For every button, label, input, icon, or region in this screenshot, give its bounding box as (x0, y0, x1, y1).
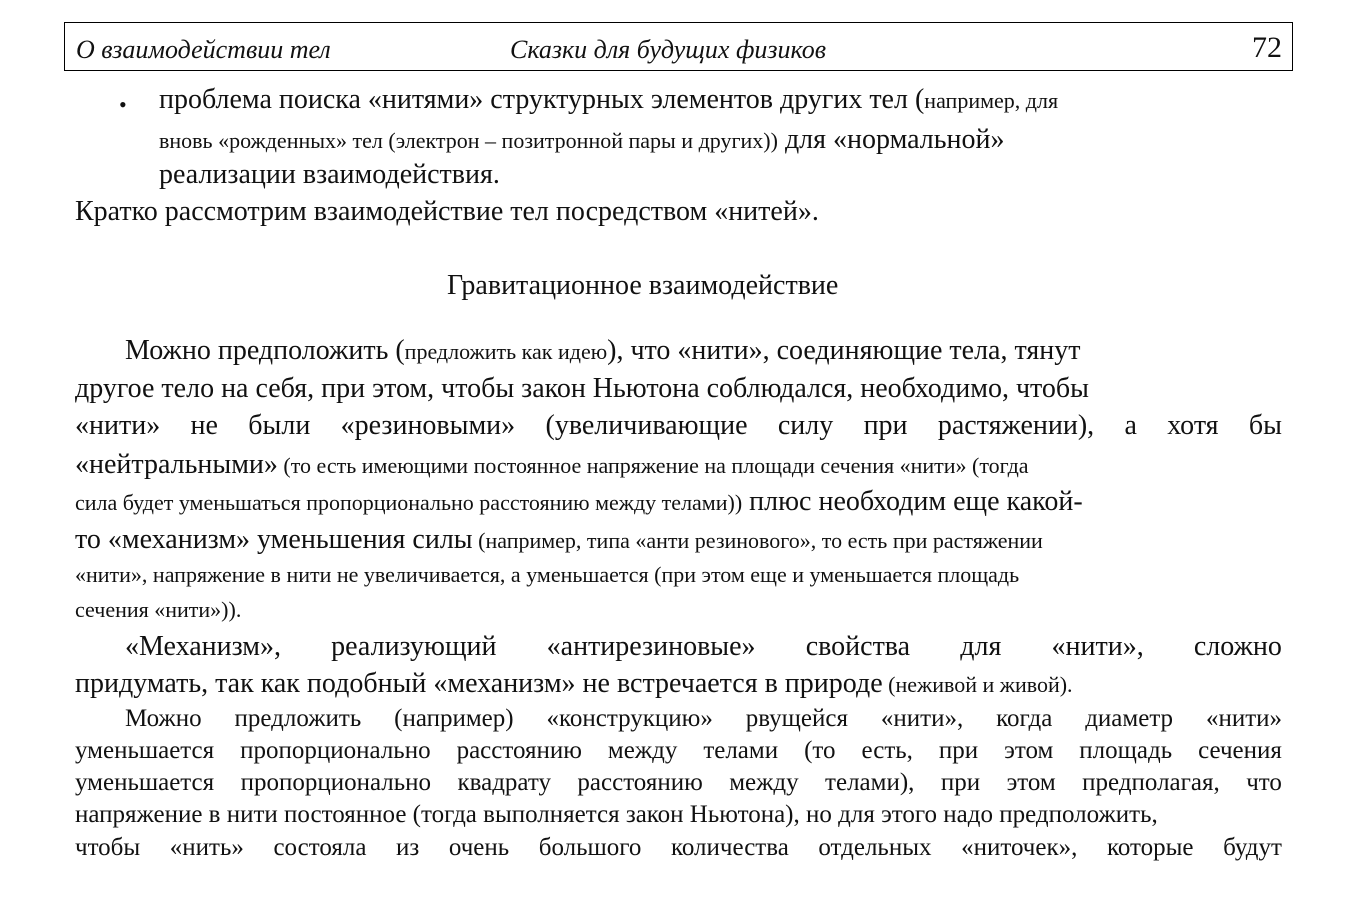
para1-line-5: сила будет уменьшаться пропорционально расстоянию между телами)) плюс необходим еще какой- (75, 486, 1083, 517)
para3-line-1-word: Можно (125, 705, 202, 732)
para2-line-2: придумать, так как подобный «механизм» не встречается в природе (неживой и живой). (75, 668, 1073, 699)
para3-line-1-word: диаметр (1085, 705, 1174, 732)
para1-line-3-word: «резиновыми» (340, 410, 516, 441)
para3-line-3-word: уменьшается (75, 769, 215, 796)
para3-line-3-word: что (1246, 769, 1282, 796)
bullet-item-line-1: проблема поиска «нитями» структурных элементов других тел (например, для (159, 84, 1059, 115)
para1-line-8: сечения «нити»)). (75, 597, 242, 622)
para2-line-1-word: реализующий (331, 631, 497, 662)
para3-line-3-word: квадрату (457, 769, 551, 796)
para1-line-1: Можно предположить (предложить как идею), что «нити», соединяющие тела, тянут (125, 335, 1081, 366)
para3-line-2 (75, 737, 1282, 765)
para3-line-2-word: телами (703, 737, 779, 764)
para1-line-3-word: бы (1248, 410, 1282, 441)
para2-line-1-word: «нити», (1051, 631, 1144, 662)
para1-line-3-word: силу (777, 410, 834, 441)
para3-line-3-word: этом (1006, 769, 1056, 796)
bullet-item-line-3: реализации взаимодействия. (159, 159, 500, 190)
para3-line-5-word: чтобы (75, 834, 141, 861)
para3-line-2-word: (то (804, 737, 836, 764)
para3-line-1-word: «конструкцию» (546, 705, 713, 732)
para1-line-3-word: (увеличивающие (545, 410, 748, 441)
para1-line-3-word: хотя (1167, 410, 1219, 441)
para3-line-5-word: состояла (273, 834, 367, 861)
para3-line-5-word: которые (1106, 834, 1194, 861)
para3-line-5-word: из (396, 834, 420, 861)
para1-line-3-word: а (1124, 410, 1137, 441)
para3-line-3-word: между (729, 769, 799, 796)
para3-line-3-word: расстоянию (577, 769, 703, 796)
para3-line-3 (75, 769, 1282, 797)
para3-line-2-word: уменьшается (75, 737, 215, 764)
page-number: 72 (1252, 31, 1282, 64)
para1-line-6: то «механизм» уменьшения силы (например, типа «анти резинового», то есть при растяжении (75, 524, 1043, 555)
para1-line-3-word: не (190, 410, 218, 441)
para3-line-3-word: телами), (825, 769, 915, 796)
para1-line-3 (75, 410, 1282, 442)
para3-line-4: напряжение в нити постоянное (тогда выполняется закон Ньютона), но для этого надо предположить, (75, 801, 1158, 828)
para3-line-5-word: отдельных (818, 834, 932, 861)
para3-line-1-word: предложить (234, 705, 362, 732)
para3-line-1-word: «нити», (880, 705, 964, 732)
para3-line-2-word: сечения (1198, 737, 1282, 764)
para3-line-1 (125, 705, 1282, 733)
para2-line-1-word: сложно (1193, 631, 1282, 662)
para3-line-1-word: рвущейся (745, 705, 849, 732)
para3-line-2-word: при (938, 737, 979, 764)
para3-line-1-word: (например) (394, 705, 514, 732)
para2-line-1-word: «антирезиновые» (546, 631, 756, 662)
para1-line-3-word: были (248, 410, 311, 441)
para2-line-1-word: «Механизм», (125, 631, 281, 662)
para3-line-5-word: будут (1223, 834, 1282, 861)
para1-line-2: другое тело на себя, при этом, чтобы закон Ньютона соблюдался, необходимо, чтобы (75, 373, 1089, 404)
bullet-item-line-2: вновь «рожденных» тел (электрон – позитронной пары и других)) для «нормальной» (159, 124, 1005, 155)
header-book-title: Сказки для будущих физиков (510, 35, 827, 64)
para3-line-2-word: есть, (861, 737, 913, 764)
para3-line-5-word: «нить» (169, 834, 244, 861)
para3-line-5-word: очень (448, 834, 510, 861)
para3-line-3-word: пропорционально (240, 769, 432, 796)
para1-line-7: «нити», напряжение в нити не увеличивается, а уменьшается (при этом еще и уменьшается площадь (75, 562, 1020, 587)
header-chapter-title: О взаимодействии тел (76, 35, 331, 64)
para3-line-5-word: количества (671, 834, 789, 861)
para3-line-1-word: когда (996, 705, 1053, 732)
para3-line-2-word: площадь (1079, 737, 1173, 764)
para1-line-4: «нейтральными» (то есть имеющими постоянное напряжение на площади сечения «нити» (тогда (75, 449, 1029, 480)
para1-line-3-word: при (863, 410, 908, 441)
para3-line-5 (75, 834, 1282, 862)
para3-line-5-word: большого (538, 834, 642, 861)
para2-line-1-word: свойства (805, 631, 911, 662)
para2-line-1 (125, 631, 1282, 663)
running-header (64, 22, 1293, 71)
intro-sentence: Кратко рассмотрим взаимодействие тел посредством «нитей». (75, 196, 819, 227)
para1-line-3-word: растяжении), (937, 410, 1095, 441)
para3-line-1-word: «нити» (1205, 705, 1282, 732)
para3-line-2-word: между (607, 737, 678, 764)
para2-line-1-word: для (960, 631, 1002, 662)
para1-line-3-word: «нити» (75, 410, 161, 441)
bullet-marker: • (119, 92, 127, 117)
para3-line-2-word: этом (1004, 737, 1054, 764)
section-title: Гравитационное взаимодействие (447, 270, 839, 301)
para3-line-5-word: «ниточек», (961, 834, 1078, 861)
para3-line-2-word: расстоянию (456, 737, 582, 764)
para3-line-2-word: пропорционально (240, 737, 431, 764)
para3-line-3-word: предполагая, (1082, 769, 1220, 796)
para3-line-3-word: при (940, 769, 981, 796)
